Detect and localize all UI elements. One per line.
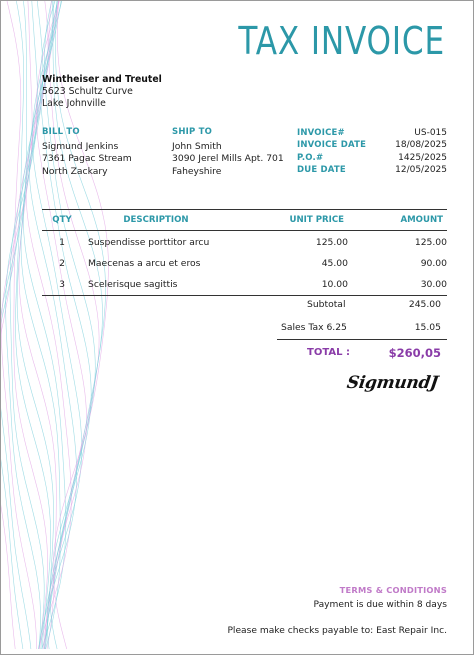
- cell-unit-price: 45.00: [321, 258, 348, 269]
- line-items-table: [42, 209, 447, 296]
- sender-city: Lake Johnville: [42, 98, 106, 109]
- header-qty: QTY: [52, 215, 72, 225]
- meta-due-date: [297, 164, 447, 176]
- meta-label: INVOICE DATE: [297, 140, 367, 151]
- subtotal-value: 245.00: [408, 299, 441, 310]
- meta-label: P.O.#: [297, 152, 324, 163]
- cell-qty: 2: [59, 258, 65, 269]
- cell-description: Suspendisse porttitor arcu: [88, 237, 210, 248]
- ship-to-name: John Smith: [172, 140, 222, 152]
- sender-street: 5623 Schultz Curve: [42, 86, 133, 97]
- cell-amount: 125.00: [414, 237, 447, 248]
- sender-address: [42, 74, 162, 110]
- cell-amount: 30.00: [420, 279, 447, 290]
- terms-line-checks: Please make checks payable to: East Repair Inc.: [227, 626, 447, 636]
- wave-line: [1, 1, 31, 649]
- total-row: [277, 340, 447, 366]
- bill-to-label: BILL TO: [42, 127, 80, 137]
- invoice-title: TAX INVOICE: [238, 19, 445, 63]
- cell-description: Maecenas a arcu et eros: [88, 258, 201, 269]
- subtotal-label: Subtotal: [307, 299, 346, 310]
- terms-line-payment: Payment is due within 8 days: [313, 600, 447, 610]
- bill-to-block: [42, 126, 132, 178]
- bill-to-city: North Zackary: [42, 165, 108, 177]
- header-description: DESCRIPTION: [123, 215, 189, 225]
- ship-to-label: SHIP TO: [172, 127, 213, 137]
- table-body: [42, 231, 447, 296]
- totals-block: [277, 293, 447, 366]
- cell-unit-price: 125.00: [315, 237, 348, 248]
- meta-invoice-date: [297, 139, 447, 151]
- cell-qty: 1: [59, 237, 65, 248]
- meta-po-number: [297, 152, 447, 164]
- meta-invoice-number: [297, 127, 447, 139]
- wave-line: [1, 1, 24, 649]
- ship-to-city: Faheyshire: [172, 165, 222, 177]
- ship-to-block: [172, 126, 284, 178]
- bill-to-name: Sigmund Jenkins: [42, 140, 119, 152]
- header-amount: AMOUNT: [400, 215, 443, 225]
- bill-to-street: 7361 Pagac Stream: [42, 153, 132, 164]
- header-unit-price: UNIT PRICE: [289, 215, 344, 225]
- meta-value: 12/05/2025: [395, 164, 447, 175]
- terms-label: TERMS & CONDITIONS: [339, 585, 447, 595]
- ship-to-street: 3090 Jerel Mills Apt. 701: [172, 153, 284, 164]
- cell-qty: 3: [59, 279, 65, 290]
- subtotal-row: [277, 293, 447, 316]
- table-row: [42, 253, 447, 274]
- table-header: [42, 209, 447, 231]
- cell-amount: 90.00: [420, 258, 447, 269]
- table-row: [42, 232, 447, 253]
- total-label: TOTAL :: [307, 347, 350, 358]
- meta-label: INVOICE#: [297, 128, 345, 138]
- terms-block: [227, 583, 447, 639]
- sender-company: Wintheiser and Treutel: [42, 74, 162, 85]
- cell-unit-price: 10.00: [321, 279, 348, 290]
- cell-description: Scelerisque sagittis: [88, 279, 178, 290]
- invoice-meta: [297, 127, 447, 176]
- meta-value: 1425/2025: [398, 152, 447, 163]
- tax-label: Sales Tax 6.25: [281, 322, 347, 333]
- total-value: $260,05: [388, 346, 441, 360]
- table-row: [42, 274, 447, 295]
- meta-label: DUE DATE: [297, 164, 346, 175]
- tax-row: [277, 316, 447, 340]
- signature: SigmundJ: [345, 373, 440, 393]
- meta-value: 18/08/2025: [395, 140, 447, 151]
- tax-value: 15.05: [414, 322, 441, 333]
- meta-value: US-015: [414, 128, 447, 138]
